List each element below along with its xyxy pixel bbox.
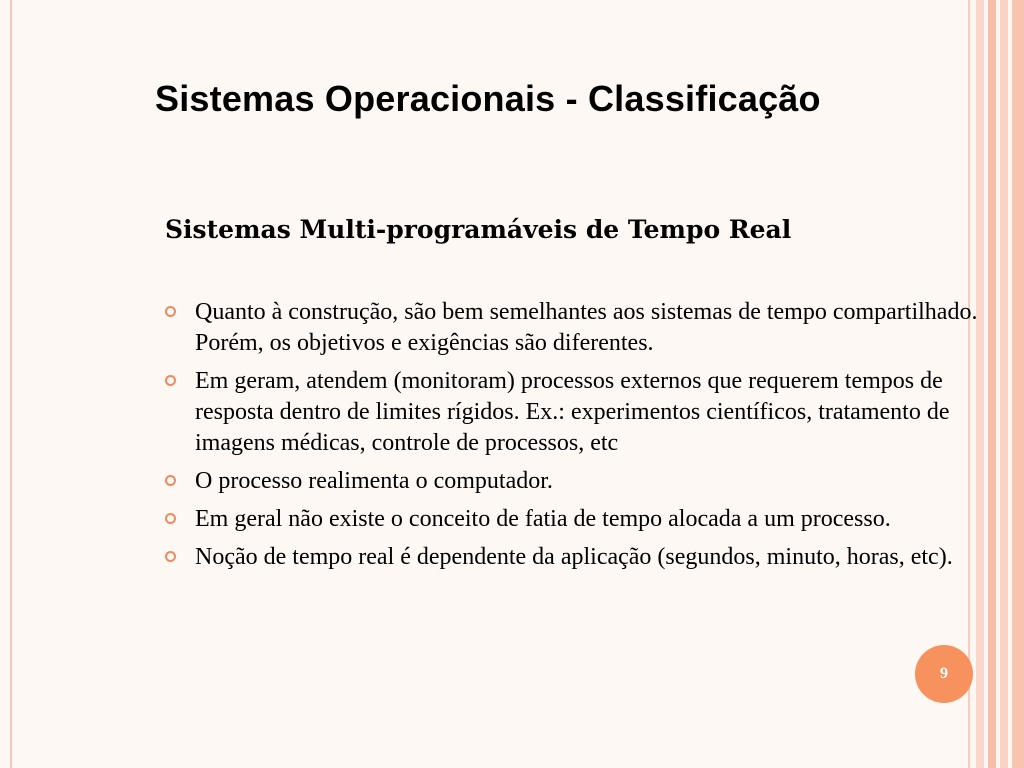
right-stripe-5 [1012,0,1024,768]
bullet-circle-icon [165,375,176,386]
bullet-text: Quanto à construção, são bem semelhantes aos sistemas de tempo compartilhado. Porém, os objetivos e exigências são diferentes. [195,299,978,356]
bullet-text: Noção de tempo real é dependente da aplicação (segundos, minuto, horas, etc). [195,544,953,570]
bullet-circle-icon [165,513,176,524]
bullet-item [163,504,1013,535]
bullet-text: O processo realimenta o computador. [195,468,553,494]
bullet-circle-icon [165,306,176,317]
left-decorative-line [10,0,12,768]
slide-subtitle: Sistemas Multi-programáveis de Tempo Real [165,215,792,244]
bullet-item [163,366,1013,459]
bullet-list [163,297,1013,580]
bullet-text: Em geral não existe o conceito de fatia de tempo alocada a um processo. [195,506,891,532]
bullet-item [163,466,1013,497]
bullet-text: Em geram, atendem (monitoram) processos externos que requerem tempos de resposta dentro de limites rígidos. Ex.: experimentos científicos, tratamento de imagens médicas, controle de processos, etc [195,368,950,456]
bullet-item [163,542,1013,573]
page-number-badge: 9 [915,645,973,703]
bullet-item [163,297,1013,359]
slide-title: Sistemas Operacionais - Classificação [155,78,821,119]
bullet-circle-icon [165,475,176,486]
bullet-circle-icon [165,551,176,562]
